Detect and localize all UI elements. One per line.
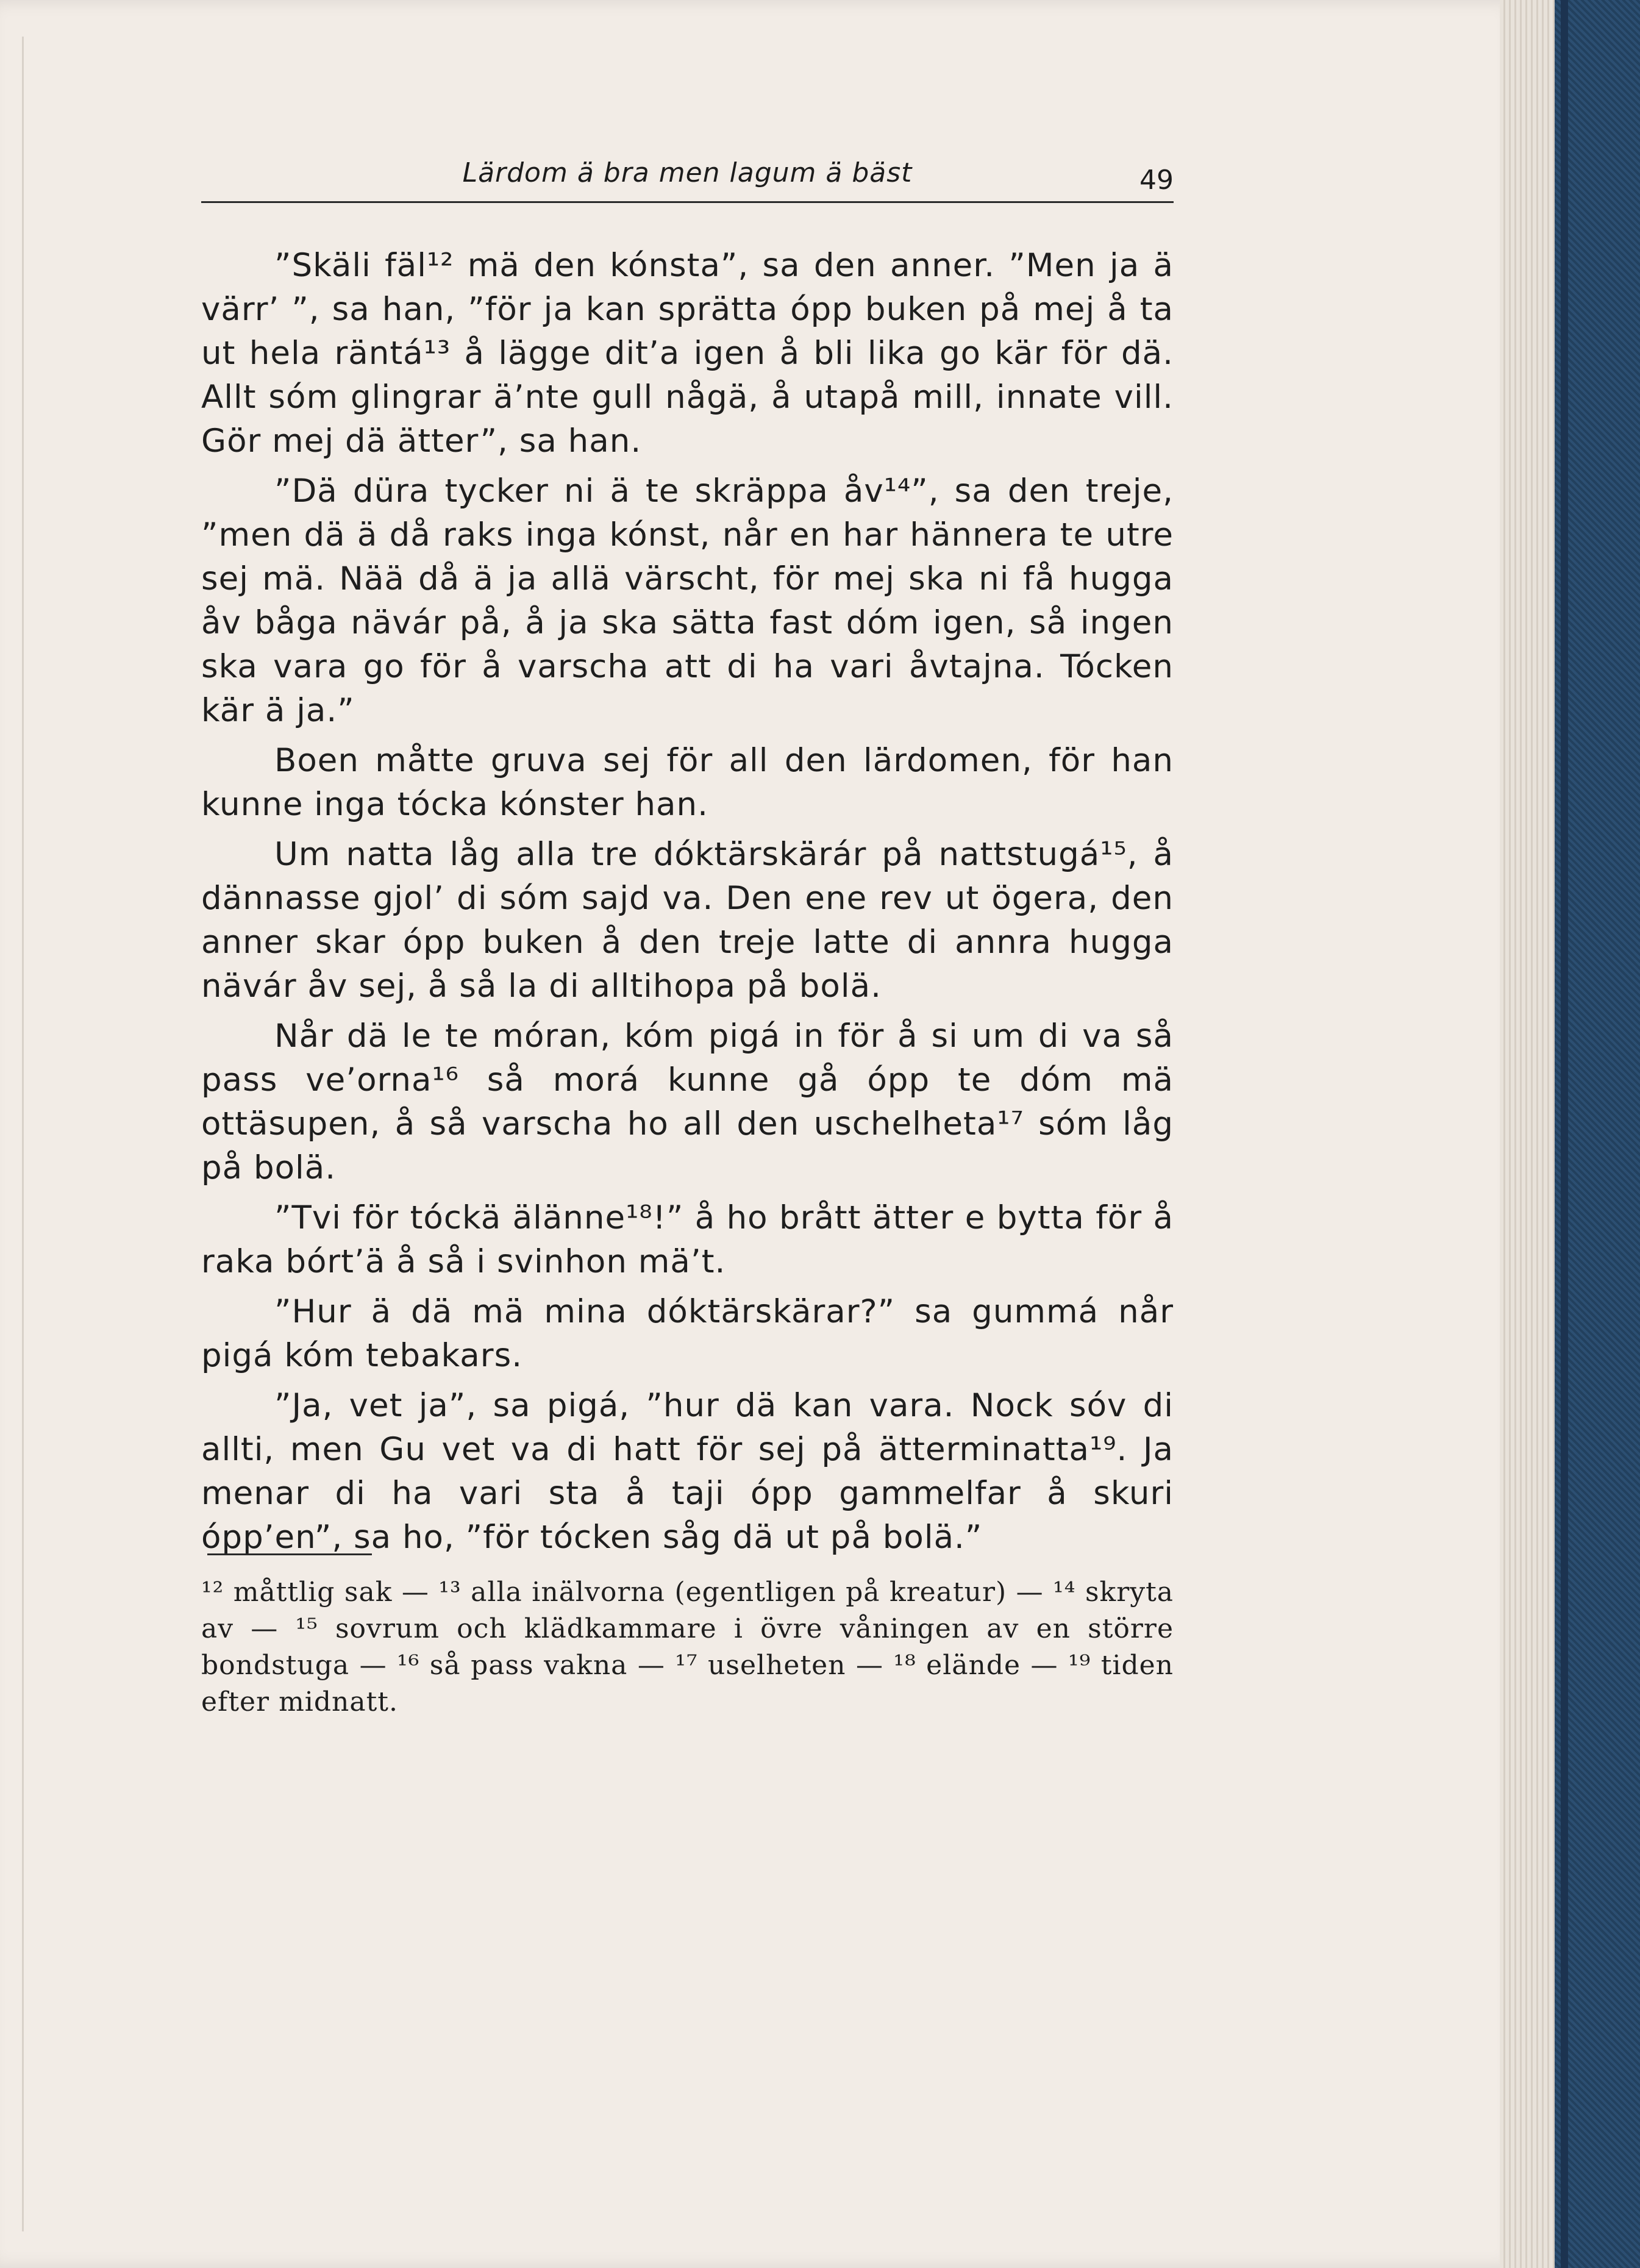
paragraph: Boen måtte gruva sej för all den lärdomen, för han kunne inga tócka kónster han. bbox=[201, 742, 1174, 823]
footnotes bbox=[201, 1574, 1174, 1721]
binding-stitches bbox=[22, 37, 32, 2231]
paragraph: Um natta låg alla tre dóktärskärár på nattstugá¹⁵, å dännasse gjol’ di sóm sajd va. Den ene rev ut ögera, den anner skar ópp buken å den treje latte di annra hugga nävár åv sej, å så la di alltihopa på bolä. bbox=[201, 836, 1174, 1005]
body-text bbox=[201, 244, 1174, 1566]
cover-edge bbox=[1561, 0, 1568, 2268]
paragraph: ”Tvi för tóckä älänne¹⁸!” å ho brått ätter e bytta för å raka bórt’ä å så i svinhon mä’t. bbox=[201, 1199, 1174, 1280]
paragraph: Når dä le te móran, kóm pigá in för å si um di va så pass ve’orna¹⁶ så morá kunne gå ópp te dóm mä ottäsupen, å så varscha ho all den uschelheta¹⁷ sóm låg på bolä. bbox=[201, 1018, 1174, 1186]
footnote-text: ¹² måttlig sak — ¹³ alla inälvorna (egentligen på kreatur) — ¹⁴ skryta av — ¹⁵ sovrum och klädkammare i övre våningen av en större bondstuga — ¹⁶ så pass vakna — ¹⁷ uselheten — ¹⁸ elände — ¹⁹ tiden efter midnatt. bbox=[201, 1577, 1174, 1717]
paragraph: ”Ja, vet ja”, sa pigá, ”hur dä kan vara. Nock sóv di allti, men Gu vet va di hatt för sej på ätterminatta¹⁹. Ja menar di ha vari sta å taji ópp gammelfar å skuri ópp’en”, sa ho, ”för tócken såg dä ut på bolä.” bbox=[201, 1387, 1174, 1556]
paragraph: ”Dä düra tycker ni ä te skräppa åv¹⁴”, sa den treje, ”men dä ä då raks inga kónst, når en har hännera te utre sej mä. Nää då ä ja allä värscht, för mej ska ni få hugga åv båga nävár på, å ja ska sätta fast dóm igen, så ingen ska vara go för å varscha att di ha vari åvtajna. Tócken kär ä ja.” bbox=[201, 472, 1174, 729]
running-head bbox=[201, 154, 1174, 203]
footnote-rule bbox=[207, 1553, 372, 1555]
paragraph: ”Hur ä dä mä mina dóktärskärar?” sa gummá når pigá kóm tebakars. bbox=[201, 1293, 1174, 1374]
paragraph: ”Skäli fäl¹² mä den kónsta”, sa den anner. ”Men ja ä värr’ ”, sa han, ”för ja kan sprätta ópp buken på mej å ta ut hela räntá¹³ å lägge dit’a igen å bli lika go kär för dä. Allt sóm glingrar ä’nte gull någä, å utapå mill, innate vill. Gör mej dä ätter”, sa han. bbox=[201, 247, 1174, 460]
running-title: Lärdom ä bra men lagum ä bäst bbox=[462, 157, 913, 188]
page-number: 49 bbox=[1139, 165, 1174, 196]
page-edges bbox=[1500, 0, 1555, 2268]
